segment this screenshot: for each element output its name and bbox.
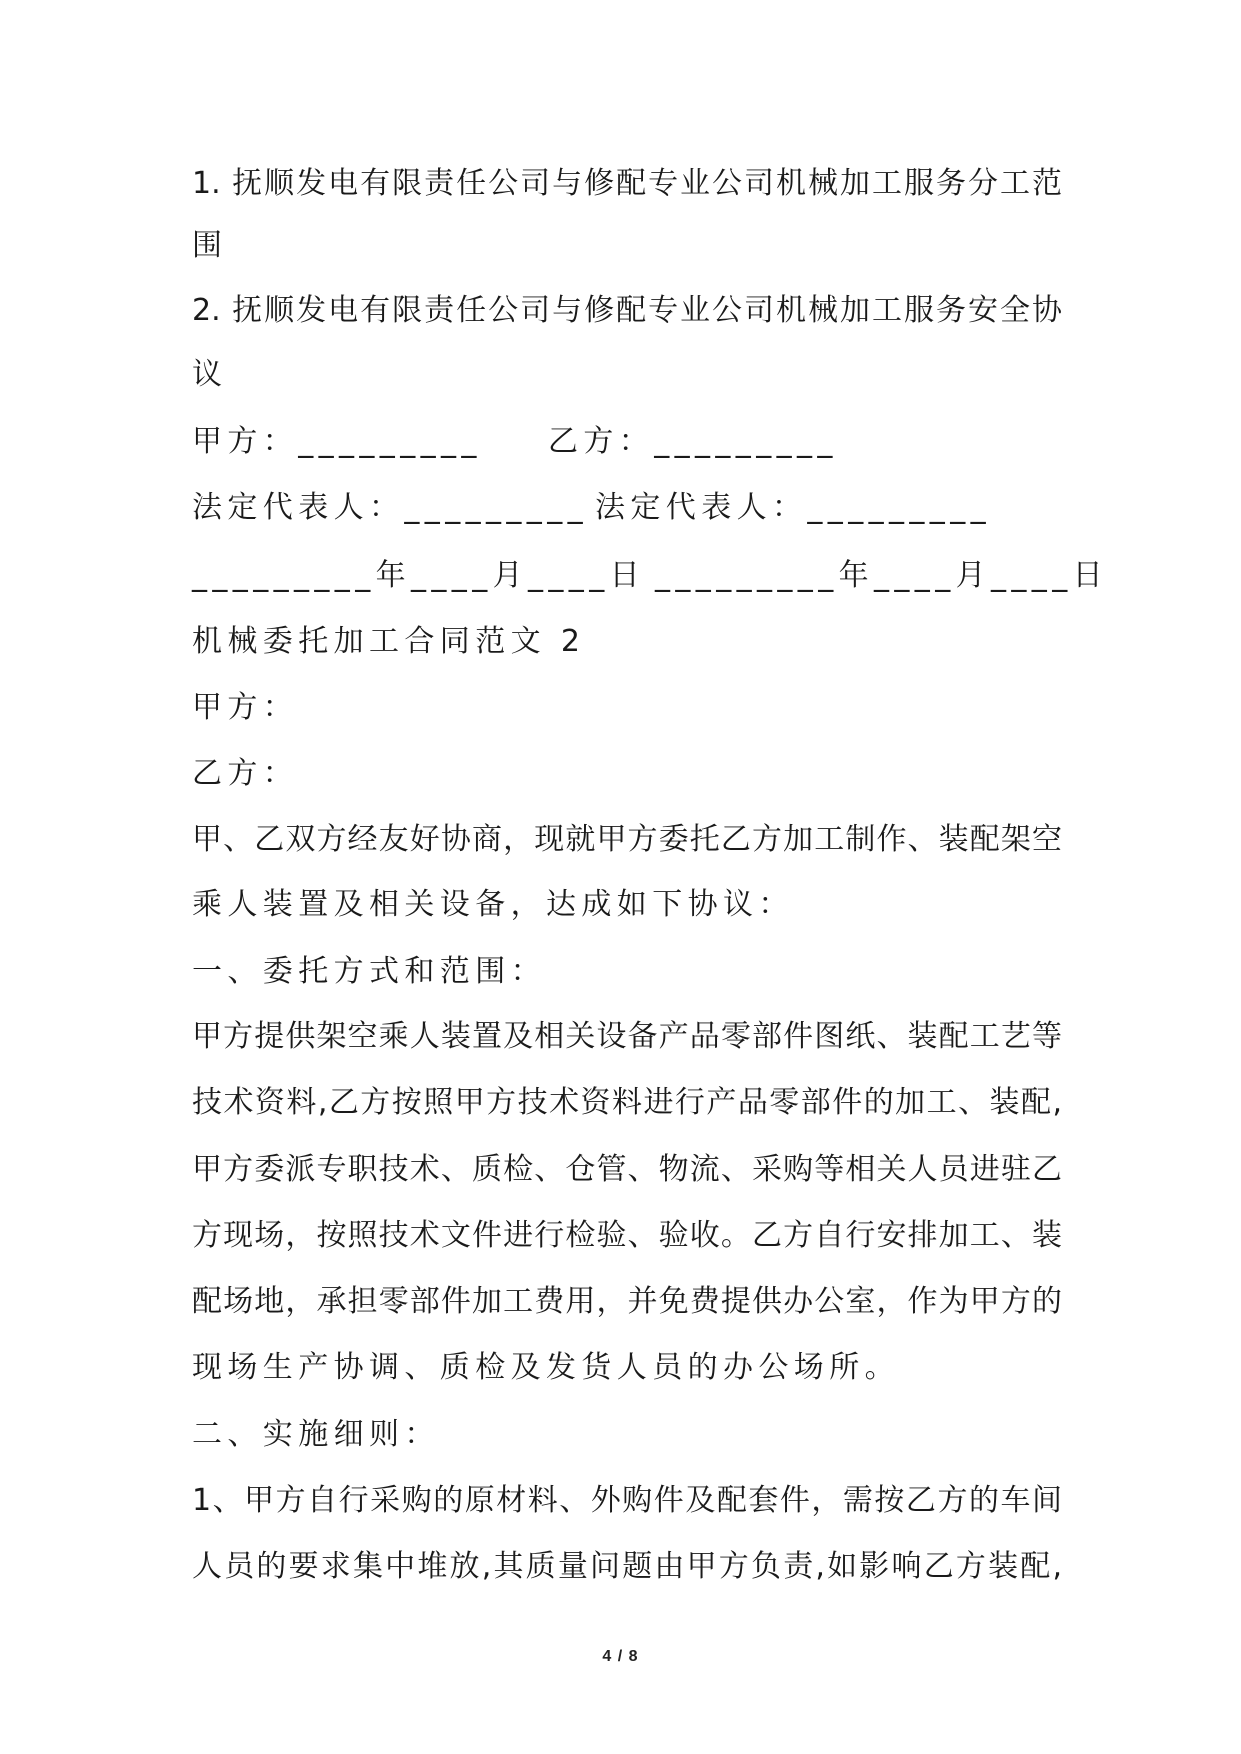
scope-paragraph-line-5: 配场地，承担零部件加工费用，并免费提供办公室，作为甲方的 [192,1284,1062,1319]
signature-representative-a: 法定代表人：_________ [192,490,588,525]
signature-date-a: _________年____月____日 [192,558,645,593]
heading-scope: 一、委托方式和范围： [192,954,546,989]
signature-date-b: _________年____月____日 [655,558,1108,593]
signature-party-a: 甲方：_________ [192,424,482,459]
party-a-label: 甲方： [192,690,299,725]
scope-paragraph-line-3: 甲方委派专职技术、质检、仓管、物流、采购等相关人员进驻乙 [192,1152,1062,1187]
list-item-1-line-2: 围 [192,228,228,263]
section-title: 机械委托加工合同范文 2 [192,624,586,659]
intro-line-2: 乘人装置及相关设备，达成如下协议： [192,887,794,922]
list-item-2-line-2: 议 [192,357,228,392]
scope-paragraph-line-4: 方现场，按照技术文件进行检验、验收。乙方自行安排加工、装 [192,1218,1062,1253]
scope-paragraph-line-6: 现场生产协调、质检及发货人员的办公场所。 [192,1350,900,1385]
page-number: 4 / 8 [602,1648,639,1665]
intro-line-1: 甲、乙双方经友好协商，现就甲方委托乙方加工制作、装配架空 [192,822,1062,857]
party-b-label: 乙方： [192,756,299,791]
list-item-2-line-1: 2. 抚顺发电有限责任公司与修配专业公司机械加工服务安全协 [192,293,1062,328]
scope-paragraph-line-1: 甲方提供架空乘人装置及相关设备产品零部件图纸、装配工艺等 [192,1019,1062,1054]
details-item-1-line-1: 1、甲方自行采购的原材料、外购件及配套件，需按乙方的车间 [192,1483,1062,1518]
details-item-1-line-2: 人员的要求集中堆放,其质量问题由甲方负责,如影响乙方装配, [192,1549,1062,1584]
signature-party-b: 乙方：_________ [548,424,838,459]
scope-paragraph-line-2: 技术资料,乙方按照甲方技术资料进行产品零部件的加工、装配, [192,1085,1062,1120]
signature-representative-b: 法定代表人：_________ [595,490,991,525]
list-item-1-line-1: 1. 抚顺发电有限责任公司与修配专业公司机械加工服务分工范 [192,166,1062,201]
heading-details: 二、实施细则： [192,1417,440,1452]
